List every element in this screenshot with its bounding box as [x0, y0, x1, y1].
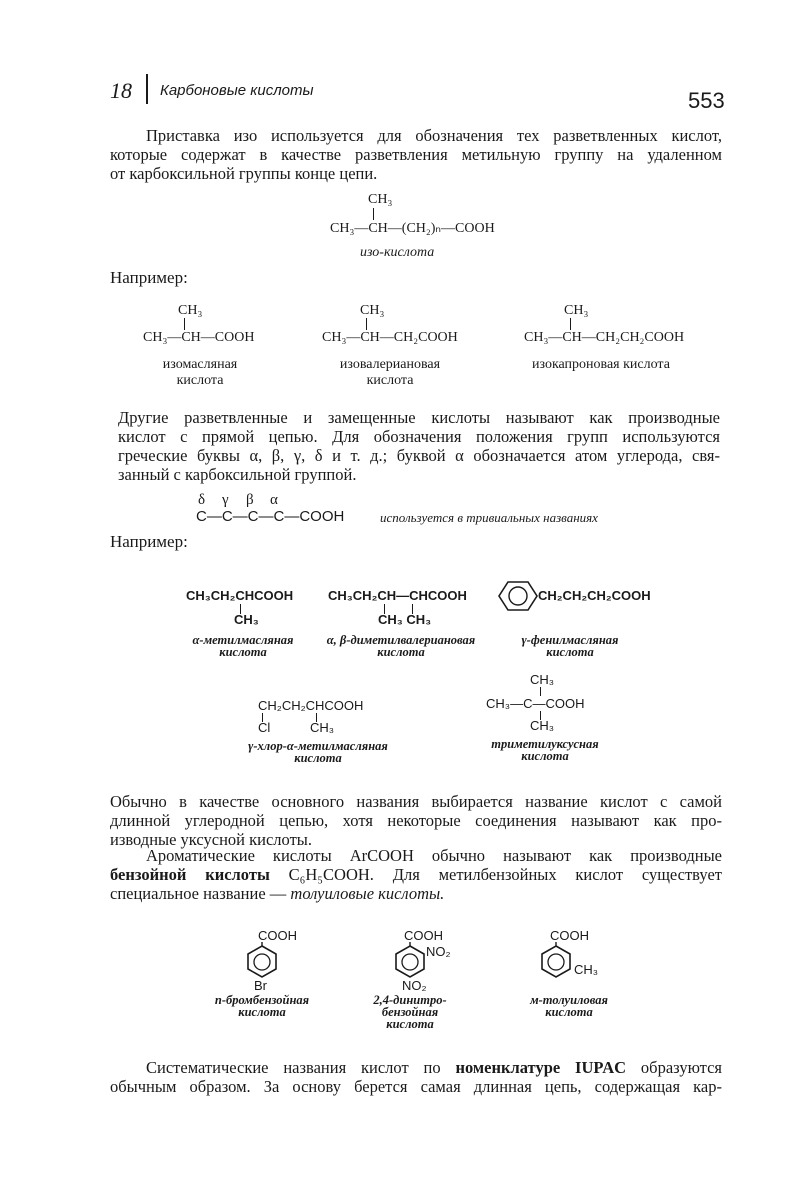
text-line: Другие разветвленные и замещенные кислоты называют как производные	[118, 408, 720, 427]
isobutyric-ch3: CH₃	[178, 303, 203, 318]
dimethylvaleric-formula: CH₃CH₂CH—CHCOOH	[328, 588, 467, 603]
bond-line	[184, 318, 185, 330]
bold-term: номенклатуре IUPAC	[455, 1058, 627, 1077]
bromobenzoic-br: Br	[254, 978, 267, 993]
alpha-methylbutyric-sub: CH₃	[234, 612, 259, 627]
benzene-ring-icon	[392, 942, 428, 978]
bold-term: бензойной кислоты	[110, 865, 270, 884]
isovaleric-label	[330, 357, 450, 389]
label-line: α-метилмасляная	[192, 633, 294, 647]
benzene-ring-icon	[244, 942, 280, 978]
trimethylacetic-top: CH₃	[530, 672, 555, 687]
text-run: образуются	[626, 1058, 723, 1077]
label-line: кислота	[386, 1017, 434, 1031]
greek-chain: C—C—C—C—COOH	[196, 508, 345, 525]
greek-letter-delta: δ	[198, 492, 206, 508]
label-line: кислота	[366, 373, 414, 388]
aromatic-paragraph	[110, 846, 722, 903]
greek-note: используется в тривиальных названиях	[380, 510, 598, 525]
isovaleric-formula: CH₃—CH—CH₂COOH	[322, 330, 458, 345]
label-line: бензойная	[381, 1005, 439, 1019]
phenylbutyric-label	[510, 634, 630, 658]
text-line: изводные уксусной кислоты.	[110, 830, 312, 849]
dinitrobenzoic-cooh: COOH	[404, 928, 443, 943]
label-line: γ-фенилмасляная	[521, 633, 619, 647]
label-line: кислота	[238, 1005, 286, 1019]
text-line: длинной углеродной цепью, хотя некоторые соединения называют как про-	[110, 811, 722, 830]
trimethylacetic-formula: CH₃—C—COOH	[486, 696, 585, 711]
isobutyric-label	[150, 357, 250, 389]
italic-term: толуиловые кислоты.	[290, 884, 445, 903]
label-line: кислота	[546, 645, 594, 659]
toluic-label	[514, 994, 624, 1018]
label-line: м-толуиловая	[530, 993, 608, 1007]
chloro-formula: CH₂CH₂CHCOOH	[258, 698, 364, 713]
bond-line	[373, 208, 374, 220]
chloro-sub-ch3: CH₃	[310, 720, 335, 735]
label-line: 2,4-динитро-	[373, 993, 447, 1007]
label-line: кислота	[176, 373, 224, 388]
alpha-methylbutyric-formula: CH₃CH₂CHCOOH	[186, 588, 294, 603]
text-line: от карбоксильной группы конце цепи.	[110, 164, 378, 183]
example-heading: Например:	[110, 268, 188, 287]
intro-paragraph	[110, 126, 722, 183]
chloro-sub-cl: Cl	[258, 720, 271, 735]
dinitrobenzoic-no2-bottom: NO₂	[402, 978, 427, 993]
text-line	[110, 865, 722, 884]
chloro-label	[248, 740, 388, 764]
text-line: Ароматические кислоты ArCOOH обычно называют как производные	[146, 846, 722, 865]
benzene-ring-icon	[538, 942, 574, 978]
text-run: C₆H₅COOH. Для метилбензойных кислот существует	[269, 865, 722, 884]
text-line: обычным образом. За основу берется самая длинная цепь, содержащая кар-	[110, 1077, 722, 1096]
dinitrobenzoic-no2-side: NO₂	[426, 944, 451, 959]
phenylbutyric-formula: CH₂CH₂CH₂COOH	[538, 588, 651, 603]
label-line: кислота	[294, 751, 342, 765]
alpha-methylbutyric-label	[188, 634, 298, 658]
greek-letter-alpha: α	[270, 492, 278, 508]
text-line: греческие буквы α, β, γ, δ и т. д.; буквой α обозначается атом углерода, свя-	[118, 446, 720, 465]
dimethylvaleric-label	[326, 634, 476, 658]
iso-formula: CH₃—CH—(CH₂)ₙ—COOH	[330, 221, 495, 236]
iupac-paragraph	[110, 1058, 722, 1096]
dimethylvaleric-sub: CH₃ CH₃	[378, 612, 432, 627]
trimethylacetic-label	[480, 738, 610, 762]
bond-line	[540, 687, 541, 696]
label-line: α, β-диметилвалериановая	[326, 633, 476, 647]
isocaproic-formula: CH₃—CH—CH₂CH₂COOH	[524, 330, 685, 345]
example-heading: Например:	[110, 532, 188, 551]
label-line: кислота	[219, 645, 267, 659]
benzene-ring-icon	[498, 580, 538, 612]
label-line: кислота	[521, 749, 569, 763]
toluic-cooh: COOH	[550, 928, 589, 943]
iso-label: изо-кислота	[360, 245, 435, 260]
text-line	[110, 1058, 722, 1077]
text-line	[110, 884, 722, 903]
dinitrobenzoic-label	[360, 994, 460, 1030]
label-line: изомасляная	[162, 357, 238, 372]
label-line: изовалериановая	[339, 357, 441, 372]
text-line: которые содержат в качестве разветвления метильную группу на удаленном	[110, 145, 722, 164]
bromobenzoic-cooh: COOH	[258, 928, 297, 943]
label-line: кислота	[545, 1005, 593, 1019]
text-run: специальное название —	[110, 884, 291, 903]
bond-line	[570, 318, 571, 330]
text-line: Обычно в качестве основного названия выбирается название кислот с самой	[110, 792, 722, 811]
isobutyric-formula: CH₃—CH—COOH	[143, 330, 255, 345]
greek-letter-gamma: γ	[222, 492, 229, 508]
trimethylacetic-bottom: CH₃	[530, 718, 555, 733]
chapter-number: 18	[110, 78, 132, 103]
text-line: Приставка изо используется для обозначения тех разветвленных кислот,	[146, 126, 722, 145]
label-line: кислота	[377, 645, 425, 659]
bond-line	[366, 318, 367, 330]
label-line: n-бромбензойная	[214, 993, 310, 1007]
label-line: γ-хлор-α-метилмасляная	[248, 739, 388, 753]
chapter-title: Карбоновые кислоты	[160, 82, 314, 99]
trivial-paragraph	[110, 792, 722, 849]
isocaproic-label: изокапроновая кислота	[532, 357, 670, 372]
greek-letter-beta: β	[246, 492, 254, 508]
toluic-ch3: CH₃	[574, 962, 599, 977]
text-run: Систематические названия кислот по	[146, 1058, 456, 1077]
page-number: 553	[688, 88, 725, 113]
greek-paragraph	[118, 408, 720, 484]
text-line: занный с карбоксильной группой.	[118, 465, 357, 484]
iso-ch3: CH₃	[368, 192, 393, 207]
header-divider	[146, 74, 148, 104]
isocaproic-ch3: CH₃	[564, 303, 589, 318]
isovaleric-ch3: CH₃	[360, 303, 385, 318]
label-line: триметилуксусная	[491, 737, 599, 751]
text-line: кислот с прямой цепью. Для обозначения положения групп используются	[118, 427, 720, 446]
bromobenzoic-label	[212, 994, 312, 1018]
